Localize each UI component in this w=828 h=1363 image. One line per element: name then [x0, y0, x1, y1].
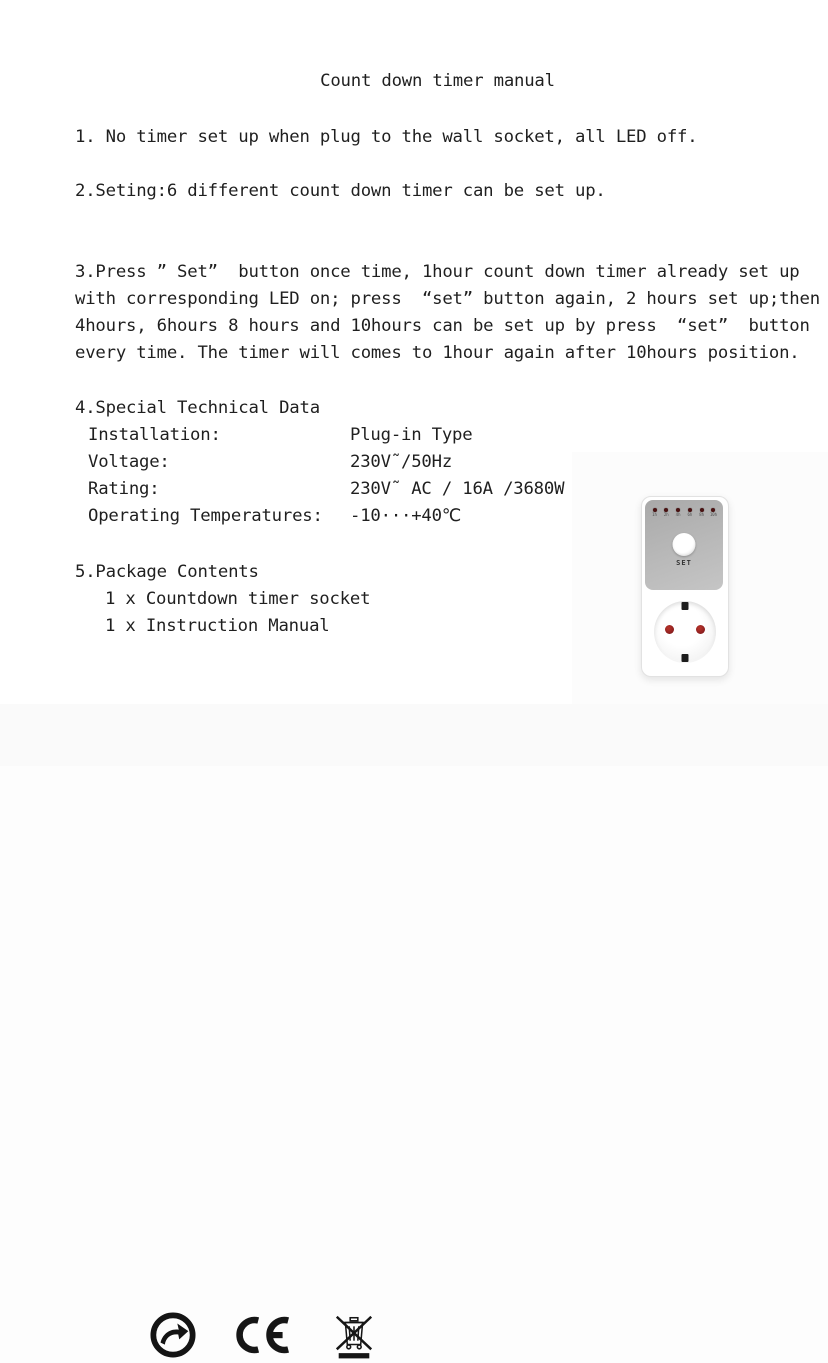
- package-contents-item: 1 x Instruction Manual: [105, 616, 330, 636]
- instruction-item-2: 2.Seting:6 different count down timer can be set up.: [75, 181, 606, 201]
- led-indicator: [685, 508, 694, 517]
- green-dot-recycling-icon-svg: [150, 1312, 196, 1358]
- led-label: 10h: [709, 512, 718, 517]
- led-label: 8h: [699, 512, 705, 517]
- tech-label: Voltage:: [88, 452, 170, 472]
- led-label: 6h: [687, 512, 693, 517]
- ce-mark-icon-svg: [233, 1316, 291, 1354]
- weee-crossed-bin-icon: [332, 1309, 376, 1363]
- grounding-clip-top: [682, 602, 689, 610]
- ce-mark-icon: [233, 1316, 291, 1358]
- led-label: 2h: [663, 512, 669, 517]
- tech-value: -10···+40℃: [350, 506, 462, 526]
- technical-data-heading: 4.Special Technical Data: [75, 398, 320, 418]
- instruction-item-3: [75, 259, 828, 367]
- package-contents-heading: 5.Package Contents: [75, 562, 259, 582]
- tech-row-voltage: [75, 449, 828, 476]
- led-indicator: [709, 508, 718, 517]
- timer-socket-top-panel: [645, 500, 723, 590]
- led-indicator: [674, 508, 683, 517]
- package-contents-item: 1 x Countdown timer socket: [105, 589, 371, 609]
- green-dot-recycling-icon: [150, 1312, 196, 1362]
- led-indicator: [650, 508, 659, 517]
- tech-value: 230V˜ AC / 16A /3680W: [350, 479, 565, 499]
- instruction-item-1: 1. No timer set up when plug to the wall socket, all LED off.: [75, 127, 698, 147]
- set-button: [673, 533, 696, 556]
- tech-value: Plug-in Type: [350, 425, 473, 445]
- page-title: Count down timer manual: [320, 71, 555, 91]
- item-3-line-1: 3.Press ” Set” button once time, 1hour count down timer already set up: [75, 262, 800, 282]
- item-3-line-4: every time. The timer will comes to 1hour again after 10hours position.: [75, 343, 800, 363]
- photo-bottom-tint: [0, 704, 828, 766]
- weee-crossed-bin-icon-svg: [332, 1309, 376, 1359]
- tech-value: 230V˜/50Hz: [350, 452, 453, 472]
- set-button-label: SET: [676, 559, 692, 567]
- tech-row-installation: [75, 422, 828, 449]
- led-label: 1h: [652, 512, 657, 517]
- item-3-line-2: with corresponding LED on; press “set” button again, 2 hours set up;then: [75, 289, 820, 309]
- grounding-clip-bottom: [682, 654, 689, 662]
- tech-label: Operating Temperatures:: [88, 506, 323, 526]
- timer-socket-photo: [641, 496, 729, 677]
- led-indicator-row: [650, 508, 718, 517]
- item-3-line-3: 4hours, 6hours 8 hours and 10hours can be set up by press “set” button: [75, 316, 810, 336]
- led-indicator: [697, 508, 706, 517]
- led-label: 4h: [675, 512, 681, 517]
- tech-label: Rating:: [88, 479, 160, 499]
- socket-recess: [654, 601, 716, 663]
- tech-label: Installation:: [88, 425, 221, 445]
- socket-hole-right: [696, 625, 705, 634]
- socket-hole-left: [665, 625, 674, 634]
- led-indicator: [662, 508, 671, 517]
